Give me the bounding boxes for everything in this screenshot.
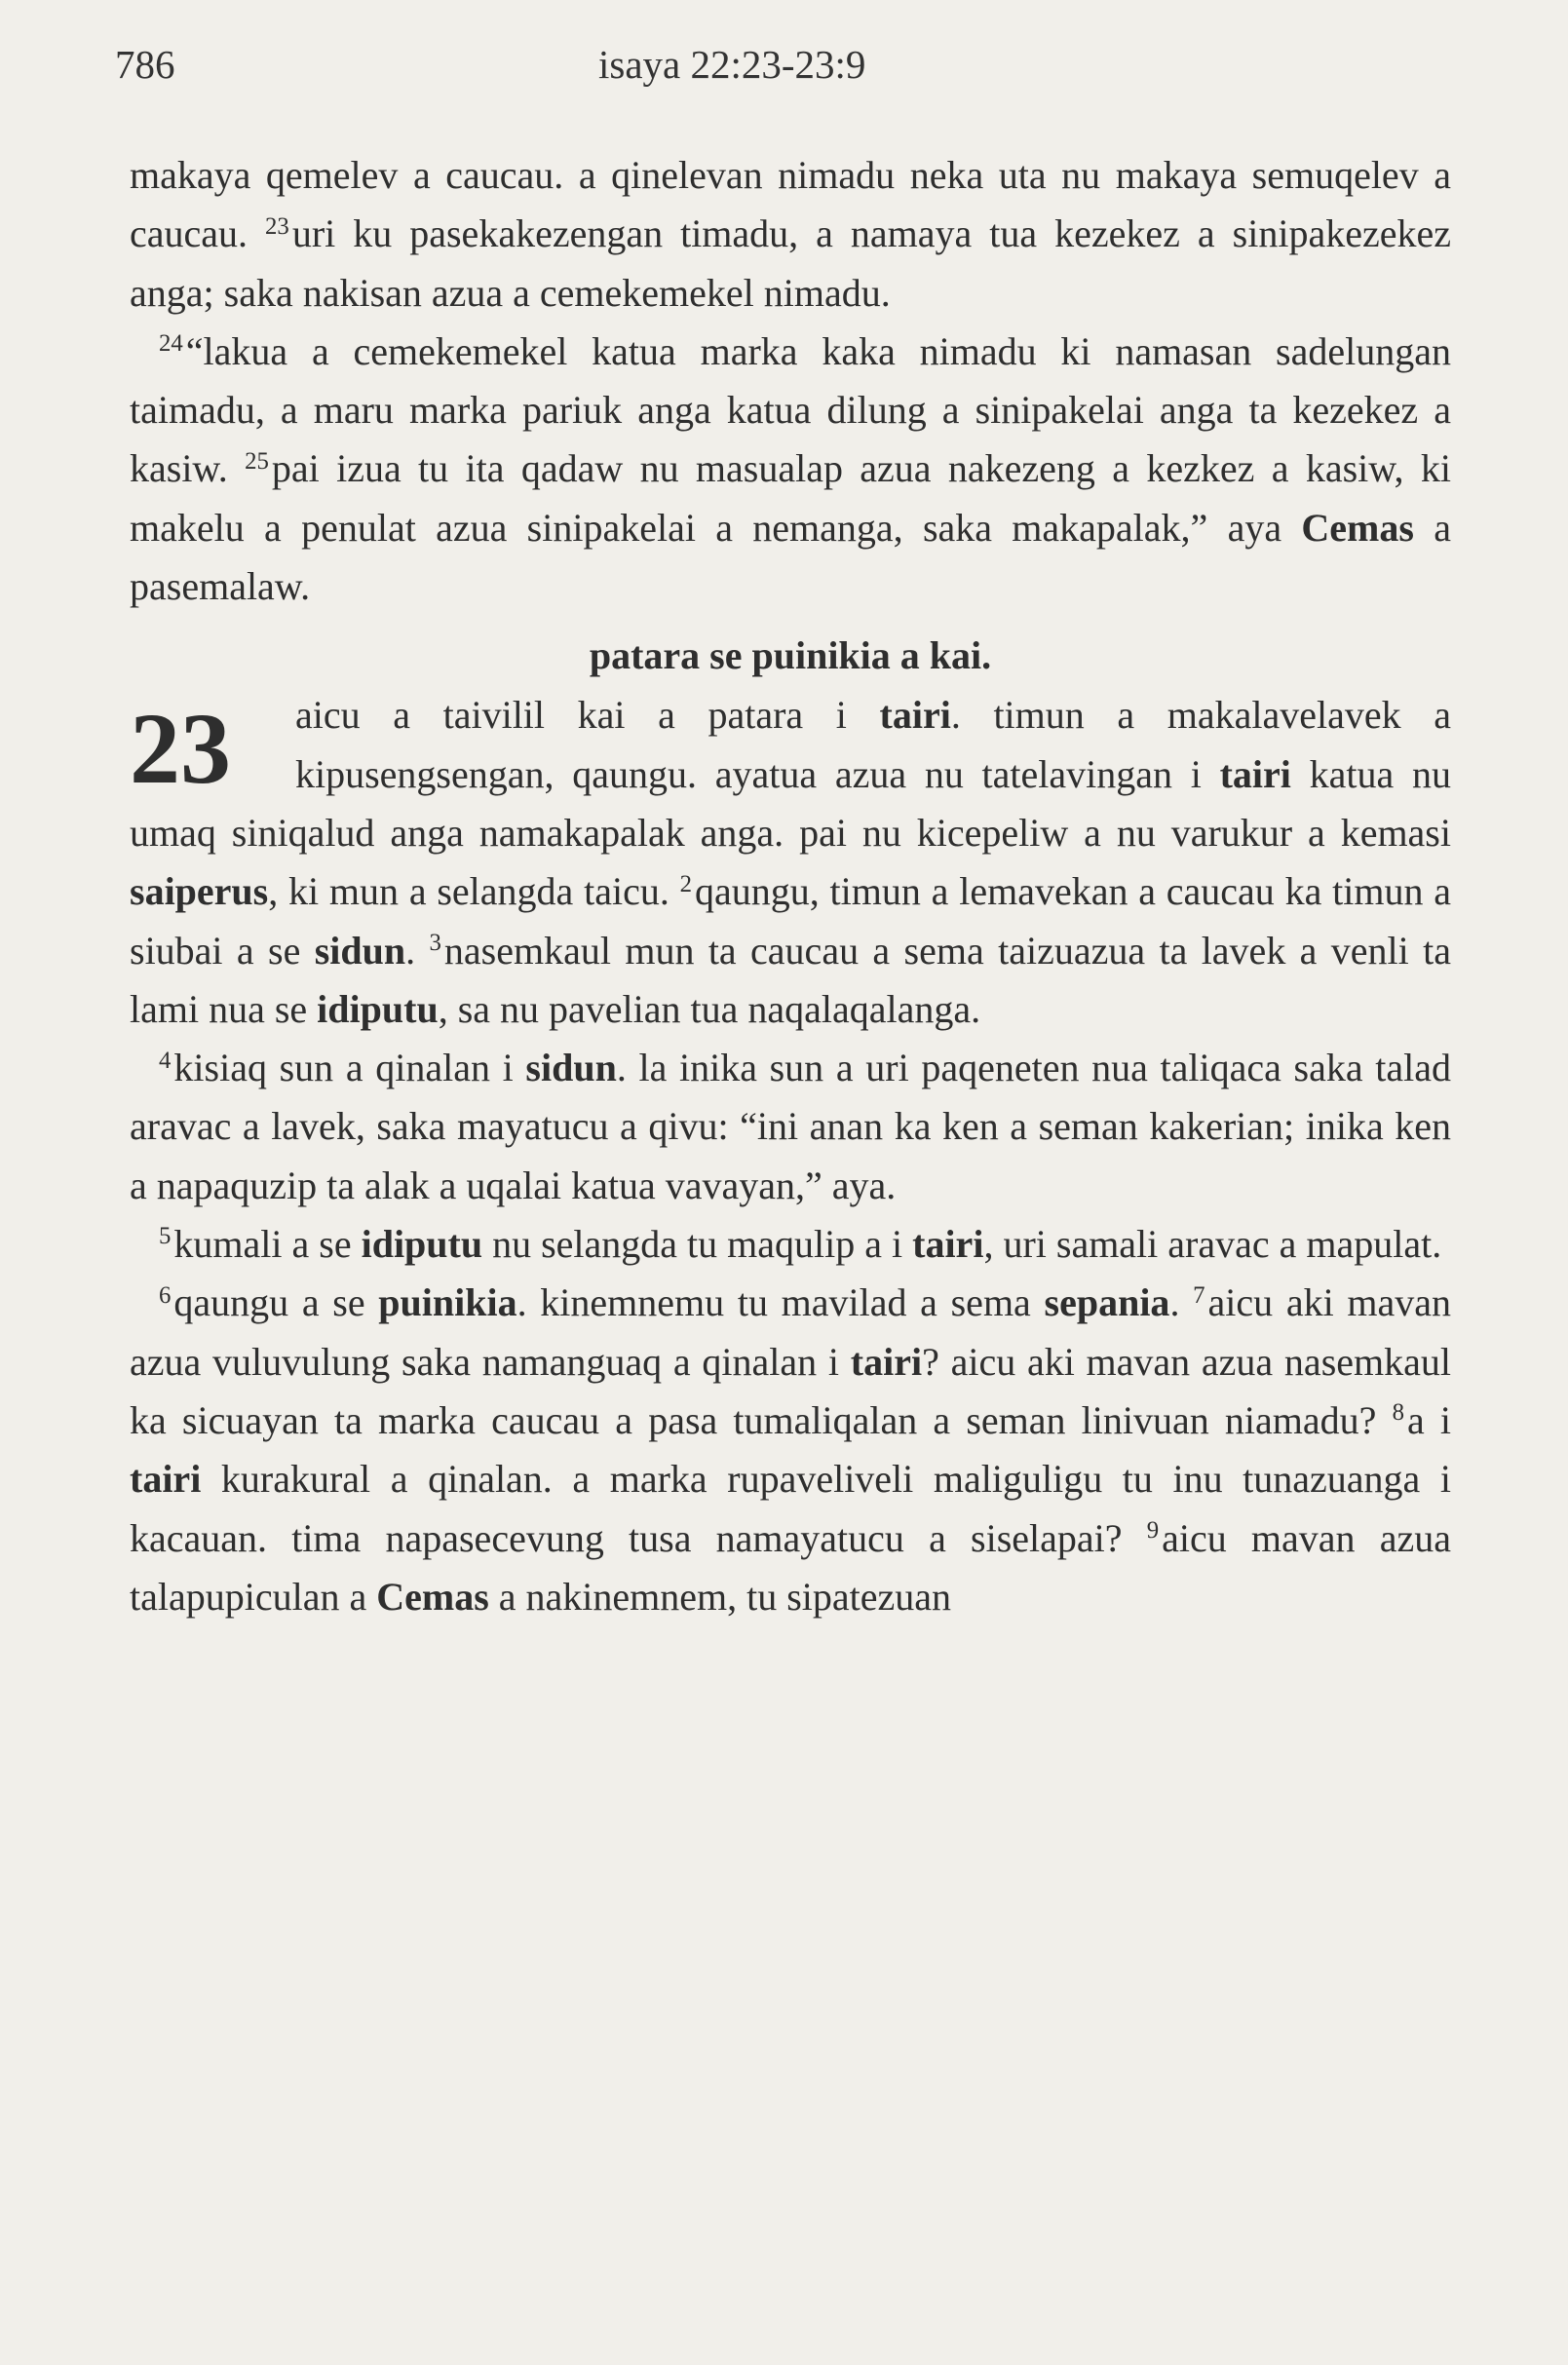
page-number: 786 — [115, 42, 175, 87]
bold-name: idiputu — [361, 1222, 483, 1267]
text-run: kurakural a qinalan. a marka rupaveliveli maliguligu tu inu tunazuanga i kacauan. tima napasecevung tusa namayatucu a siselapai? — [130, 1457, 1451, 1560]
text-run: kumali a se — [173, 1222, 362, 1267]
bold-name: idiputu — [317, 986, 439, 1031]
text-run: . la inika sun a uri paqeneten nua taliqaca saka talad aravac a lavek, saka mayatucu a qivu: “ini anan ka ken a seman kakerian; inika ken a napaquzip ta alak a uqalai katua vavayan,” aya. — [130, 1046, 1451, 1207]
verse-number: 6 — [159, 1281, 172, 1309]
text-run: “lakua a cemekemekel katua marka kaka nimadu ki namasan sadelungan taimadu, a maru marka pariuk anga katua dilung a sinipakelai anga ta kezekez a kasiw. — [130, 328, 1451, 491]
text-run: aicu mavan azua talapupiculan a — [130, 1515, 1451, 1619]
bold-name: tairi — [130, 1457, 202, 1502]
text-run: , sa nu pavelian tua naqalaqalanga. — [438, 986, 981, 1031]
text-run: qaungu, timun a lemavekan a caucau ka timun a siubai a se — [130, 869, 1451, 973]
text-run: . kinemnemu tu mavilad a sema — [516, 1280, 1045, 1325]
paragraph — [130, 1274, 1451, 1626]
bold-name: tairi — [850, 1339, 923, 1384]
verse-number: 23 — [265, 212, 289, 240]
text-run: . — [1169, 1280, 1194, 1325]
text-run: a i — [1406, 1397, 1451, 1442]
verse-number: 5 — [159, 1223, 172, 1250]
scripture-text — [130, 146, 1451, 1626]
verse-number: 7 — [1193, 1281, 1205, 1309]
verse-number: 24 — [159, 330, 183, 358]
text-run: . — [405, 928, 430, 973]
bold-name: tairi — [912, 1222, 984, 1267]
text-run: a pasemalaw. — [130, 505, 1451, 609]
text-run: katua nu umaq siniqalud anga namakapalak anga. pai nu kicepeliw a nu varukur a kemasi — [130, 751, 1452, 855]
text-run: aicu aki mavan azua vuluvulung saka namanguaq a qinalan i — [130, 1280, 1452, 1384]
text-run: qaungu a se — [173, 1280, 379, 1325]
verse-number: 9 — [1146, 1516, 1160, 1544]
bold-name: puinikia — [378, 1280, 517, 1325]
bold-name: sepania — [1044, 1280, 1170, 1325]
section-heading: patara se puinikia a kai. — [589, 633, 992, 678]
bold-name: saiperus — [130, 869, 269, 914]
verse-number: 2 — [679, 870, 693, 897]
paragraph — [130, 1215, 1451, 1274]
running-head-reference: isaya 22:23-23:9 — [598, 42, 866, 87]
paragraph — [130, 146, 1451, 323]
text-run: pai izua tu ita qadaw nu masualap azua nakezeng a kezkez a kasiw, ki makelu a penulat azua sinipakelai a nemanga, saka makapalak,” aya — [130, 446, 1451, 550]
text-run: makaya qemelev a caucau. a qinelevan nimadu neka uta nu makaya semuqelev a caucau. — [130, 153, 1451, 256]
verse-number: 8 — [1392, 1399, 1404, 1427]
paragraph — [130, 686, 1451, 1039]
verse-number: 25 — [245, 447, 269, 475]
running-head — [115, 41, 1441, 99]
paragraph — [130, 1039, 1451, 1215]
chapter-paragraph — [130, 686, 1451, 1039]
bold-name: Cemas — [376, 1574, 489, 1619]
text-run: nu selangda tu maqulip a i — [482, 1222, 913, 1267]
text-run: , ki mun a selangda taicu. — [268, 869, 680, 914]
text-run: ? aicu aki mavan azua nasemkaul ka sicuayan ta marka caucau a pasa tumaliqalan a seman linivuan niamadu? — [130, 1339, 1451, 1442]
text-run: aicu a taivilil kai a patara i — [295, 693, 880, 738]
bold-name: sidun — [314, 928, 406, 973]
paragraph — [130, 323, 1451, 616]
text-run: , uri samali aravac a mapulat. — [983, 1222, 1442, 1267]
text-run: . timun a makalavelavek a kipusengsengan, qaungu. ayatua azua nu tatelavingan i — [295, 693, 1451, 796]
chapter-number: 23 — [130, 693, 231, 806]
text-run: uri ku pasekakezengan timadu, a namaya tua kezekez a sinipakezekez anga; saka nakisan azua a cemekemekel nimadu. — [130, 211, 1451, 315]
text-run: a nakinemnem, tu sipatezuan — [488, 1574, 952, 1619]
text-run: kisiaq sun a qinalan i — [173, 1046, 526, 1090]
bold-name: tairi — [1219, 751, 1291, 796]
bold-name: Cemas — [1301, 505, 1414, 550]
bold-name: sidun — [525, 1046, 617, 1090]
text-run: nasemkaul mun ta caucau a sema taizuazua ta lavek a venli ta lami nua se — [130, 928, 1452, 1031]
verse-number: 4 — [159, 1047, 172, 1074]
verse-number: 3 — [429, 929, 441, 956]
bold-name: tairi — [879, 693, 951, 738]
